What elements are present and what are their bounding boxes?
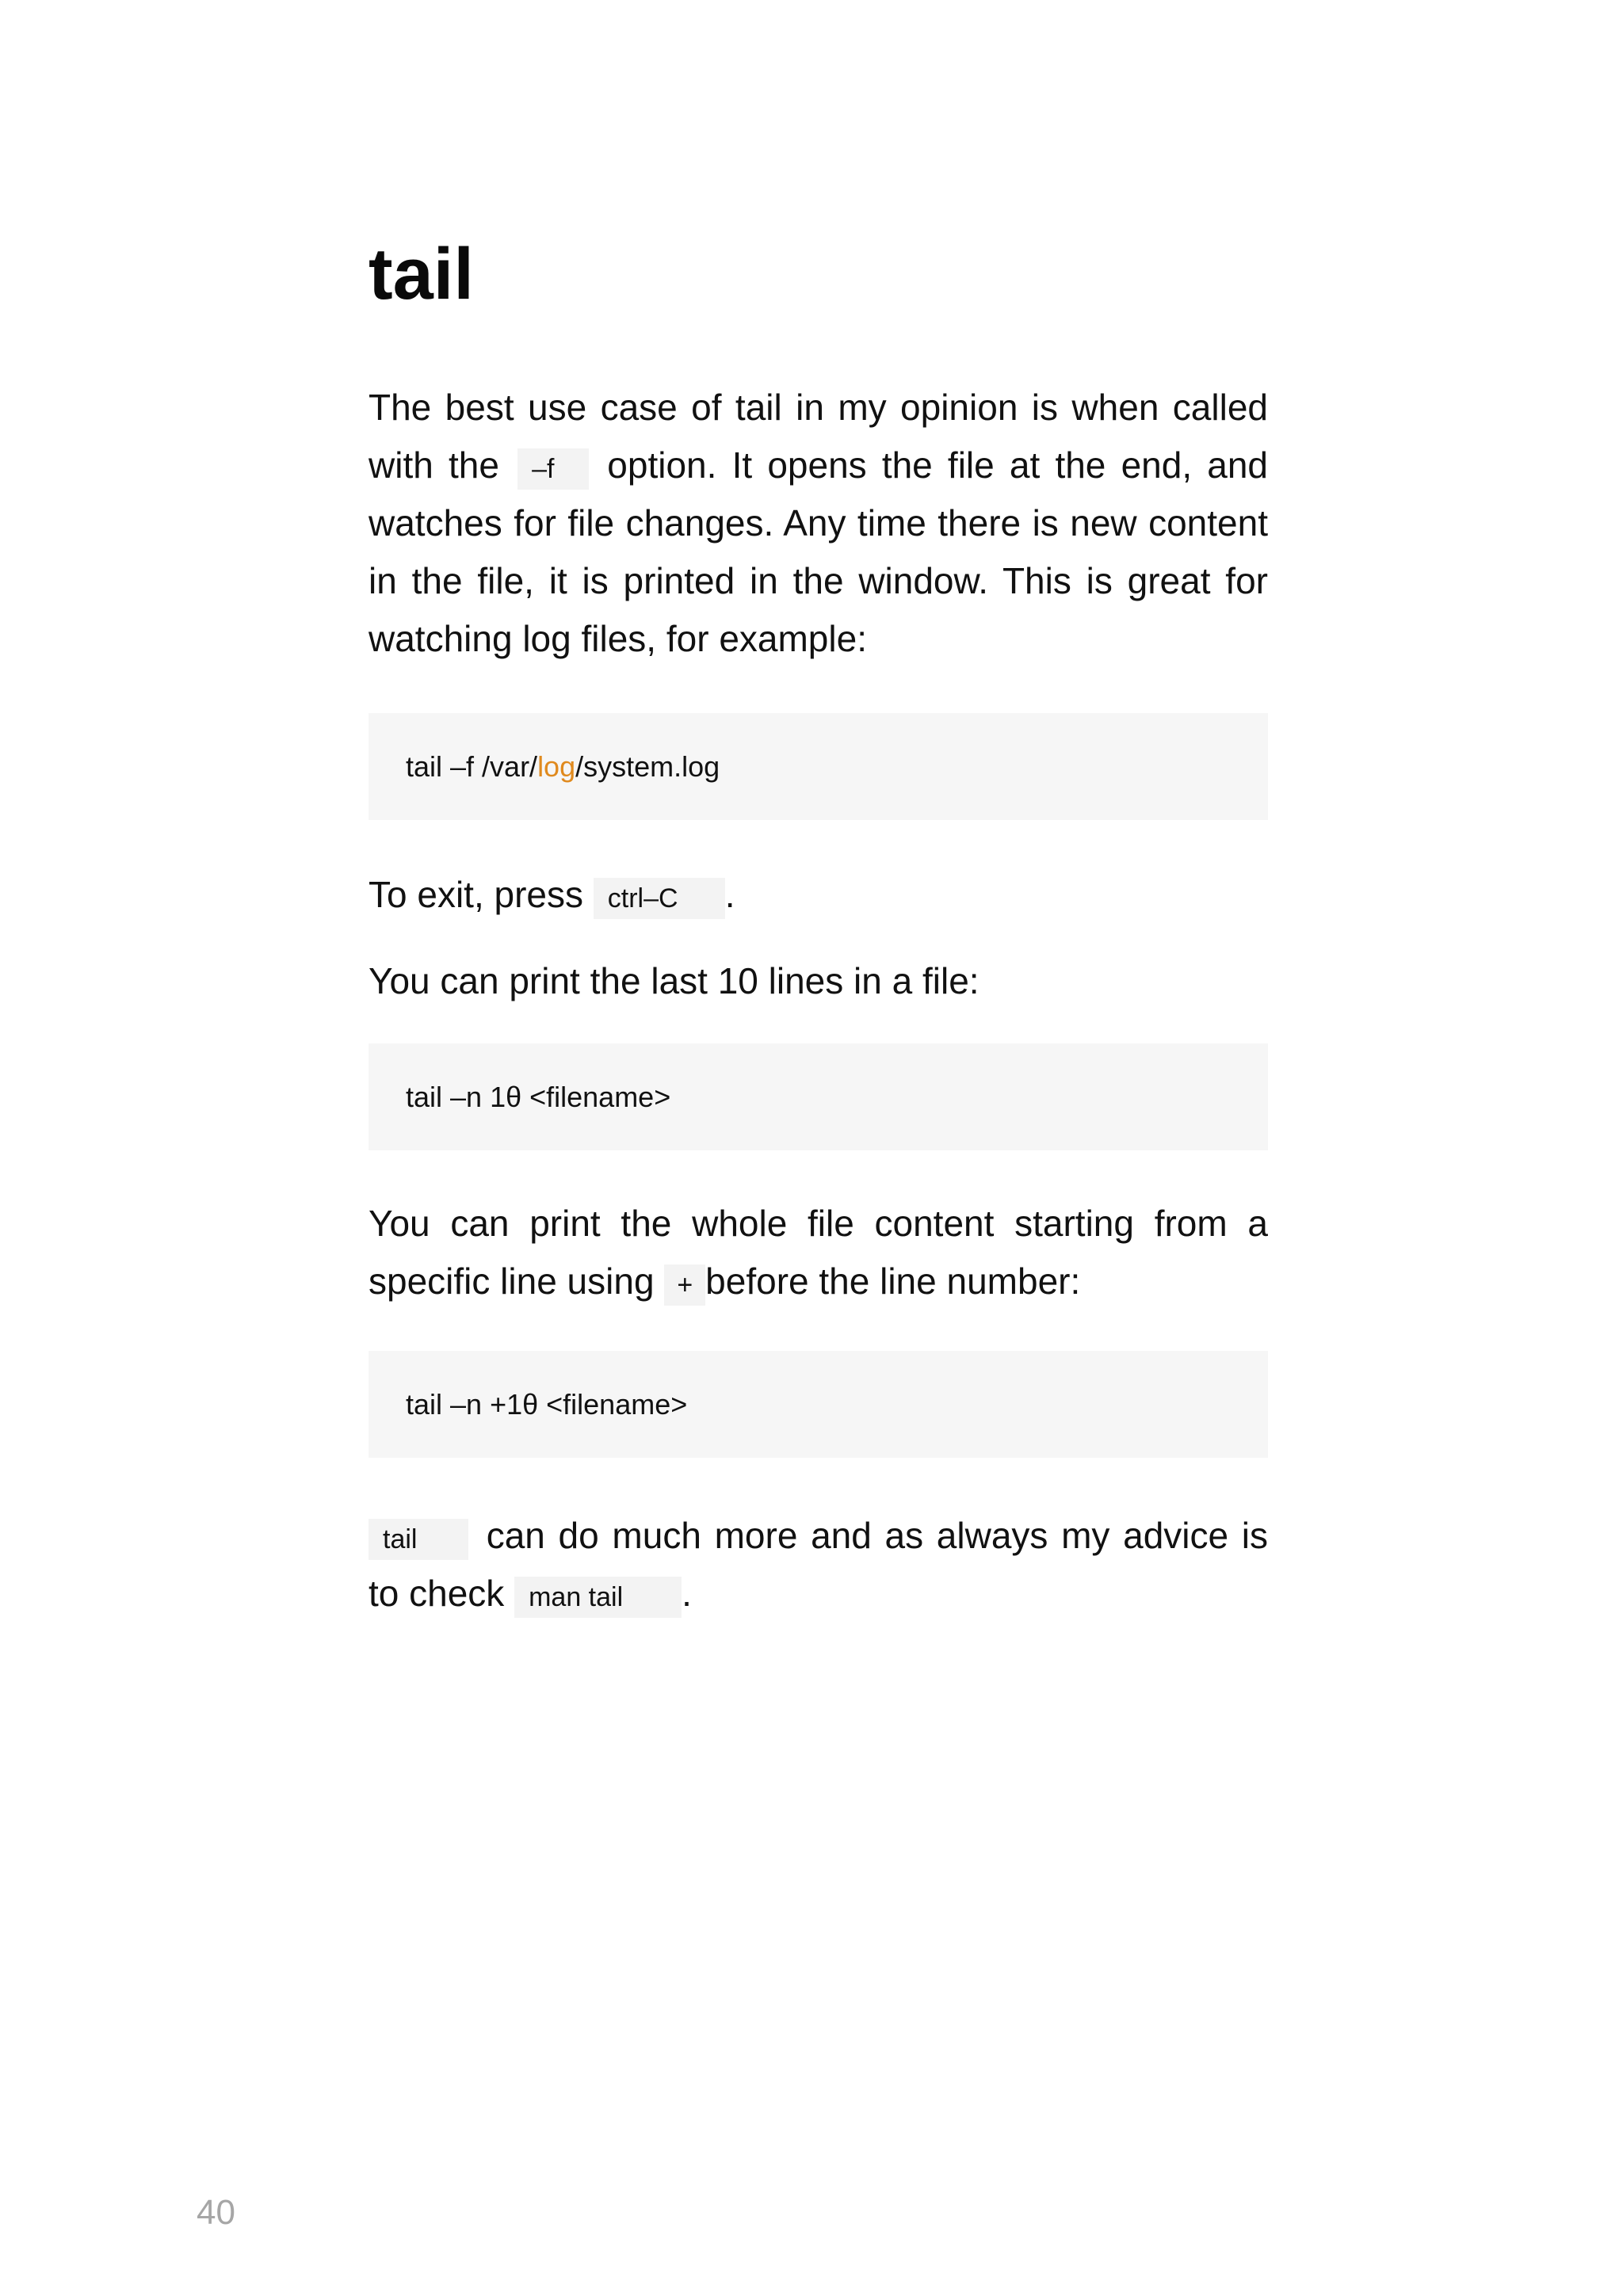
code-block-tail-from-line: tail –n +1θ <filename>	[369, 1351, 1268, 1458]
inline-code-tail: tail	[369, 1519, 468, 1560]
from-line-text-after: before the line number:	[705, 1261, 1081, 1302]
code-text-before: tail –f /var/	[406, 749, 538, 783]
inline-code-man-tail: man tail	[514, 1577, 682, 1618]
code-text-after: /system.log	[575, 749, 720, 783]
closing-text-after: .	[682, 1573, 692, 1614]
exit-text-after: .	[724, 874, 735, 915]
exit-text-before: To exit, press	[369, 874, 583, 915]
page-content	[369, 234, 1269, 1623]
intro-text-before: with the	[369, 444, 499, 486]
page-title: tail	[369, 234, 474, 315]
intro-paragraph	[369, 379, 1268, 668]
closing-text-middle: can do much more and as always my advice is to check	[369, 1515, 1269, 1614]
last-lines-paragraph: You can print the last 10 lines in a file:	[369, 960, 980, 1001]
code-highlight-log: log	[537, 749, 576, 783]
code-block-tail-follow	[369, 713, 1268, 820]
from-line-paragraph	[369, 1195, 1268, 1310]
inline-code-ctrl-c: ctrl–C	[594, 878, 725, 919]
exit-paragraph	[369, 866, 1268, 924]
from-line-text-before: specific line using	[369, 1261, 655, 1302]
intro-line-1: The best use case of tail in my opinion is when called	[369, 387, 1268, 428]
inline-code-f-option: –f	[517, 448, 589, 490]
page-number: 40	[197, 2193, 235, 2232]
intro-text-after: option. It opens the file at the end, and watches for file changes. Any time there is new content in the file, it is printed in the window. This is great for watching log files, for example:	[369, 444, 1269, 659]
closing-paragraph	[369, 1507, 1268, 1623]
code-block-tail-last-10: tail –n 1θ <filename>	[369, 1043, 1268, 1150]
inline-code-plus: +	[664, 1264, 705, 1306]
from-line-line-1: You can print the whole file content starting from a	[369, 1203, 1268, 1244]
